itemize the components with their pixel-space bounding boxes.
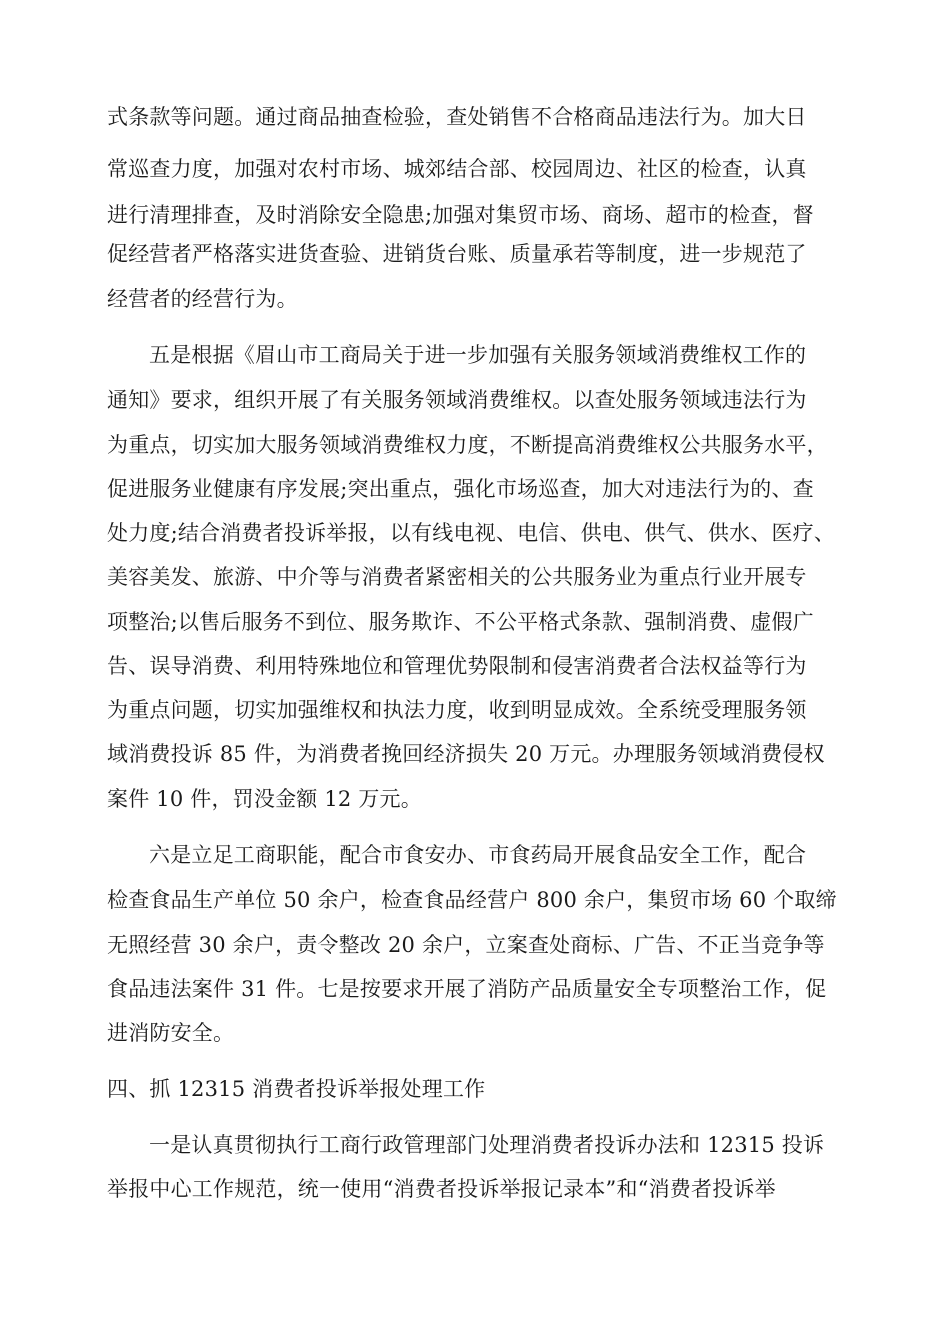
paragraph-2-line-3: 为重点，切实加大服务领域消费维权力度，不断提高消费维权公共服务水平， [107, 433, 828, 457]
paragraph-3-line-3: 无照经营 30 余户，责令整改 20 余户，立案查处商标、广告、不正当竞争等 [107, 933, 825, 957]
paragraph-1-line-1: 式条款等问题。通过商品抽查检验，查处销售不合格商品违法行为。加大日 [107, 105, 807, 129]
paragraph-2-line-11: 案件 10 件，罚没金额 12 万元。 [107, 787, 422, 811]
paragraph-3-line-2: 检查食品生产单位 50 余户，检查食品经营户 800 余户，集贸市场 60 个取缔 [107, 888, 837, 912]
paragraph-2-line-1: 五是根据《眉山市工商局关于进一步加强有关服务领域消费维权工作的 [149, 343, 807, 367]
paragraph-2-line-9: 为重点问题，切实加强维权和执法力度，收到明显成效。全系统受理服务领 [107, 698, 807, 722]
paragraph-2-line-2: 通知》要求，组织开展了有关服务领域消费维权。以查处服务领域违法行为 [107, 388, 807, 412]
paragraph-2-line-5: 处力度;结合消费者投诉举报，以有线电视、电信、供电、供气、供水、医疗、 [107, 521, 836, 545]
paragraph-2-line-6: 美容美发、旅游、中介等与消费者紧密相关的公共服务业为重点行业开展专 [107, 565, 807, 589]
paragraph-4-line-2: 举报中心工作规范，统一使用“消费者投诉举报记录本”和“消费者投诉举 [107, 1177, 776, 1201]
paragraph-1-line-5: 经营者的经营行为。 [107, 287, 298, 311]
paragraph-2-line-7: 项整治;以售后服务不到位、服务欺诈、不公平格式条款、强制消费、虚假广 [107, 610, 814, 634]
paragraph-4-line-1: 一是认真贯彻执行工商行政管理部门处理消费者投诉办法和 12315 投诉 [149, 1133, 825, 1157]
paragraph-1-line-4: 促经营者严格落实进货查验、进销货台账、质量承若等制度，进一步规范了 [107, 242, 807, 266]
paragraph-1-line-3: 进行清理排查，及时消除安全隐患;加强对集贸市场、商场、超市的检查，督 [107, 203, 814, 227]
paragraph-2-line-8: 告、误导消费、利用特殊地位和管理优势限制和侵害消费者合法权益等行为 [107, 654, 807, 678]
paragraph-3-line-1: 六是立足工商职能，配合市食安办、市食药局开展食品安全工作，配合 [149, 843, 807, 867]
paragraph-3-line-4: 食品违法案件 31 件。七是按要求开展了消防产品质量安全专项整治工作，促 [107, 977, 827, 1001]
paragraph-3-line-5: 进消防安全。 [107, 1021, 235, 1045]
paragraph-1-line-2: 常巡查力度，加强对农村市场、城郊结合部、校园周边、社区的检查，认真 [107, 157, 807, 181]
section-heading: 四、抓 12315 消费者投诉举报处理工作 [107, 1077, 486, 1101]
paragraph-2-line-4: 促进服务业健康有序发展;突出重点，强化市场巡查，加大对违法行为的、查 [107, 477, 814, 501]
paragraph-2-line-10: 域消费投诉 85 件，为消费者挽回经济损失 20 万元。办理服务领域消费侵权 [107, 742, 825, 766]
